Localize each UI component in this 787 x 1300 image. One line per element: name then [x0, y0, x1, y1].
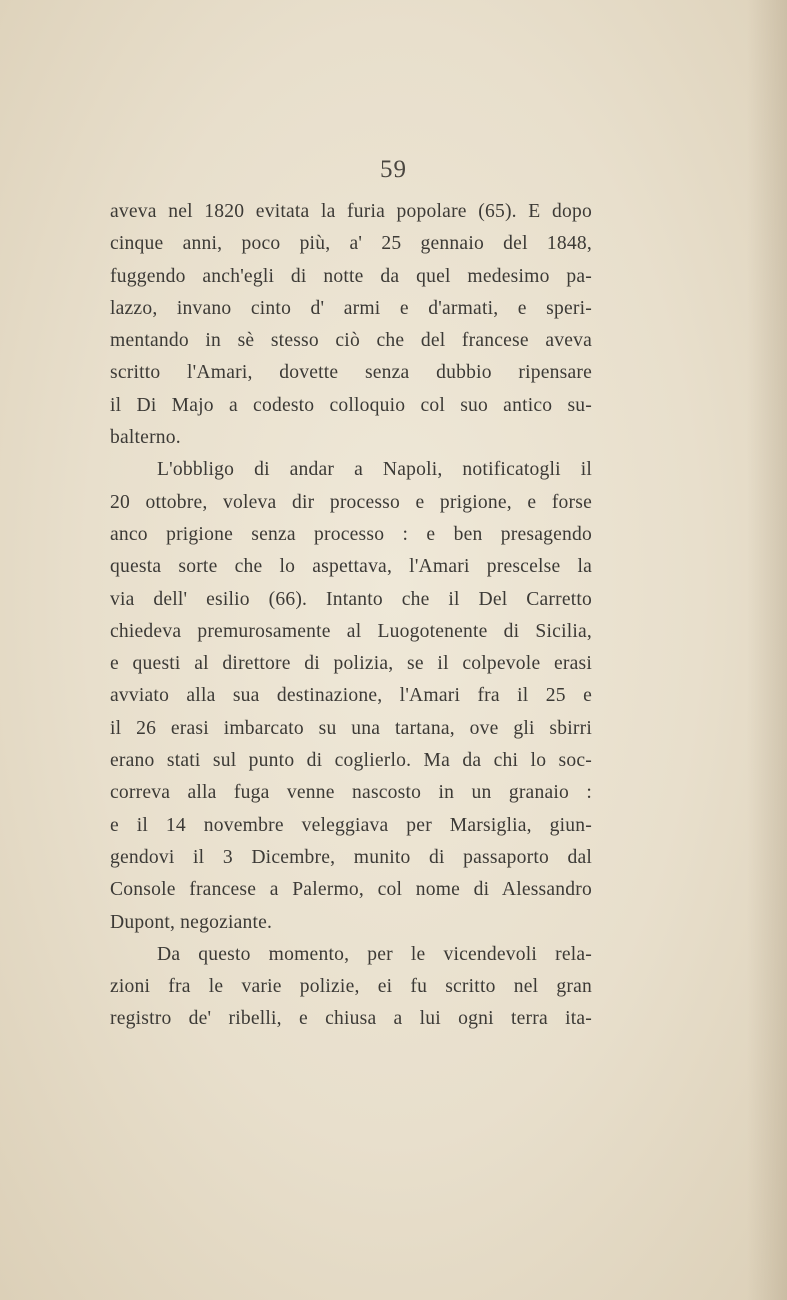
- text-line: zioni fra le varie polizie, ei fu scritto nel gran: [110, 976, 592, 998]
- text-line: registro de' ribelli, e chiusa a lui ogni terra ita-: [110, 1008, 592, 1030]
- page-edge-shadow: [747, 0, 787, 1300]
- text-line: balterno.: [110, 427, 181, 449]
- text-line: aveva nel 1820 evitata la furia popolare (65). E dopo: [110, 201, 592, 222]
- text-line: Dupont, negoziante.: [110, 911, 273, 933]
- text-line: chiedeva premurosamente al Luogotenente di Sicilia,: [110, 620, 592, 642]
- text-line: scritto l'Amari, dovette senza dubbio ripensare: [110, 362, 592, 384]
- text-line: Console francese a Palermo, col nome di Alessandro: [110, 879, 592, 901]
- text-line: gendovi il 3 Dicembre, munito di passaporto dal: [110, 846, 592, 868]
- text-line: lazzo, invano cinto d' armi e d'armati, e speri-: [110, 297, 592, 319]
- text-line: avviato alla sua destinazione, l'Amari fra il 25 e: [110, 685, 592, 707]
- text-line: erano stati sul punto di coglierlo. Ma da chi lo soc-: [110, 750, 592, 772]
- text-line: e il 14 novembre veleggiava per Marsiglia, giun-: [110, 814, 592, 836]
- text-line: e questi al direttore di polizia, se il colpevole erasi: [110, 653, 592, 675]
- text-line: via dell' esilio (66). Intanto che il Del Carretto: [110, 588, 592, 610]
- page-number: 59: [380, 156, 407, 183]
- text-line: Da questo momento, per le vicendevoli rela-: [157, 943, 592, 965]
- text-line: L'obbligo di andar a Napoli, notificatogli il: [157, 459, 592, 481]
- text-line: fuggendo anch'egli di notte da quel medesimo pa-: [110, 265, 592, 287]
- text-line: 20 ottobre, voleva dir processo e prigione, e forse: [110, 491, 592, 513]
- text-line: il 26 erasi imbarcato su una tartana, ove gli sbirri: [110, 717, 592, 739]
- text-line: mentando in sè stesso ciò che del francese aveva: [110, 330, 592, 352]
- text-line: anco prigione senza processo : e ben presagendo: [110, 523, 592, 545]
- text-line: cinque anni, poco più, a' 25 gennaio del 1848,: [110, 233, 592, 255]
- text-line: il Di Majo a codesto colloquio col suo antico su-: [110, 394, 592, 416]
- text-line: correva alla fuga venne nascosto in un granaio :: [110, 782, 592, 804]
- body-text: [110, 196, 592, 1036]
- text-line: questa sorte che lo aspettava, l'Amari prescelse la: [110, 556, 592, 578]
